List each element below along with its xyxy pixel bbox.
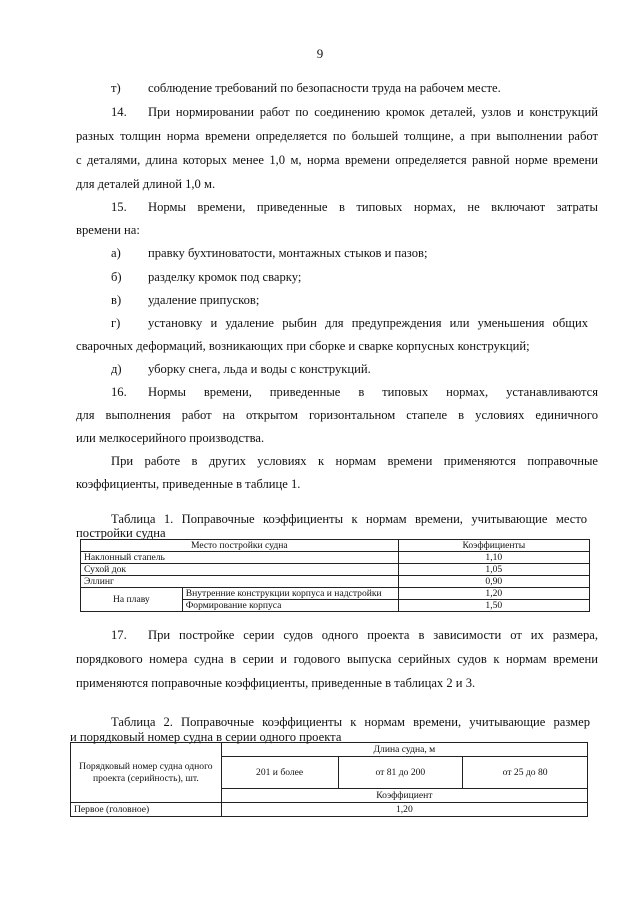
table1-cell-place: Наклонный стапель [81, 552, 399, 564]
paragraph-17-number: 17. [111, 628, 127, 642]
table-1 [80, 539, 590, 612]
paragraph-16b-line: При работе в других условиях к нормам времени применяются поправочные [111, 454, 598, 468]
table1-cell-place: Формирование корпуса [182, 600, 398, 612]
paragraph-14-number: 14. [111, 105, 127, 119]
item-t-text: соблюдение требований по безопасности труда на рабочем месте. [148, 81, 501, 95]
table1-cell-place: Сухой док [81, 564, 399, 576]
item-v-text: удаление припусков; [148, 293, 260, 307]
paragraph-16-line: или мелкосерийного производства. [76, 431, 265, 445]
table1-header-coef: Коэффициенты [398, 540, 589, 552]
paragraph-16-number: 16. [111, 385, 127, 399]
table1-cell-coef: 1,50 [398, 600, 589, 612]
paragraph-14-line: с деталями, длина которых менее 1,0 м, норма времени определяется равной норме времени [76, 153, 598, 167]
item-g-line: установку и удаление рыбин для предупреждения или уменьшения общих [148, 316, 588, 330]
table2-coef-header: Коэффициент [221, 789, 587, 803]
table1-header-place: Место постройки судна [81, 540, 399, 552]
page-number: 9 [316, 46, 324, 61]
table2-row-header: Порядковый номер судна одного проекта (серийность), шт. [71, 743, 222, 803]
table2-length-cell: от 81 до 200 [338, 757, 463, 789]
item-b-text: разделку кромок под сварку; [148, 270, 302, 284]
table1-cell-place: Эллинг [81, 576, 399, 588]
paragraph-14-line: При нормировании работ по соединению кромок деталей, узлов и конструкций [148, 105, 598, 119]
item-d-label: д) [111, 362, 122, 376]
paragraph-17-line: применяются поправочные коэффициенты, приведенные в таблицах 2 и 3. [76, 676, 476, 690]
table1-caption-line: Таблица 1. Поправочные коэффициенты к нормам времени, учитывающие место [111, 512, 587, 526]
paragraph-15-line: времени на: [76, 223, 140, 237]
paragraph-14-line: разных толщин норма времени определяется по большей толщине, а при выполнении работ [76, 129, 598, 143]
paragraph-17-line: При постройке серии судов одного проекта в зависимости от их размера, [148, 628, 598, 642]
table1-cell-coef: 1,05 [398, 564, 589, 576]
table-2 [70, 742, 588, 817]
table1-caption-line: постройки судна [76, 526, 166, 540]
paragraph-16-line: Нормы времени, приведенные в типовых нормах, устанавливаются [148, 385, 598, 399]
item-v-label: в) [111, 293, 122, 307]
table2-caption-line: Таблица 2. Поправочные коэффициенты к нормам времени, учитывающие размер [111, 715, 590, 729]
paragraph-15-number: 15. [111, 200, 127, 214]
item-a-label: а) [111, 246, 121, 260]
table1-cell-place: Внутренние конструкции корпуса и надстройки [182, 588, 398, 600]
table2-length-cell: 201 и более [221, 757, 338, 789]
item-g-label: г) [111, 316, 121, 330]
table1-cell-coef: 1,10 [398, 552, 589, 564]
table2-length-cell: от 25 до 80 [463, 757, 588, 789]
item-a-text: правку бухтиноватости, монтажных стыков и пазов; [148, 246, 428, 260]
table2-length-header: Длина судна, м [221, 743, 587, 757]
paragraph-15-line: Нормы времени, приведенные в типовых нормах, не включают затраты [148, 200, 598, 214]
item-t-label: т) [111, 81, 121, 95]
table2-row-label: Первое (головное) [71, 803, 222, 817]
item-b-label: б) [111, 270, 122, 284]
paragraph-17-line: порядкового номера судна в серии и годового выпуска серийных судов к нормам времени [76, 652, 598, 666]
paragraph-16-line: для выполнения работ на открытом горизонтальном стапеле в условиях единичного [76, 408, 598, 422]
paragraph-16b-line: коэффициенты, приведенные в таблице 1. [76, 477, 301, 491]
item-g-line: сварочных деформаций, возникающих при сборке и сварке корпусных конструкций; [76, 339, 530, 353]
table1-cell-afloat-label: На плаву [81, 588, 183, 612]
paragraph-14-line: для деталей длиной 1,0 м. [76, 177, 216, 191]
table2-caption-line: и порядковый номер судна в серии одного проекта [70, 730, 342, 744]
item-d-text: уборку снега, льда и воды с конструкций. [148, 362, 371, 376]
table2-row-value: 1,20 [221, 803, 587, 817]
table1-cell-coef: 0,90 [398, 576, 589, 588]
table1-cell-coef: 1,20 [398, 588, 589, 600]
